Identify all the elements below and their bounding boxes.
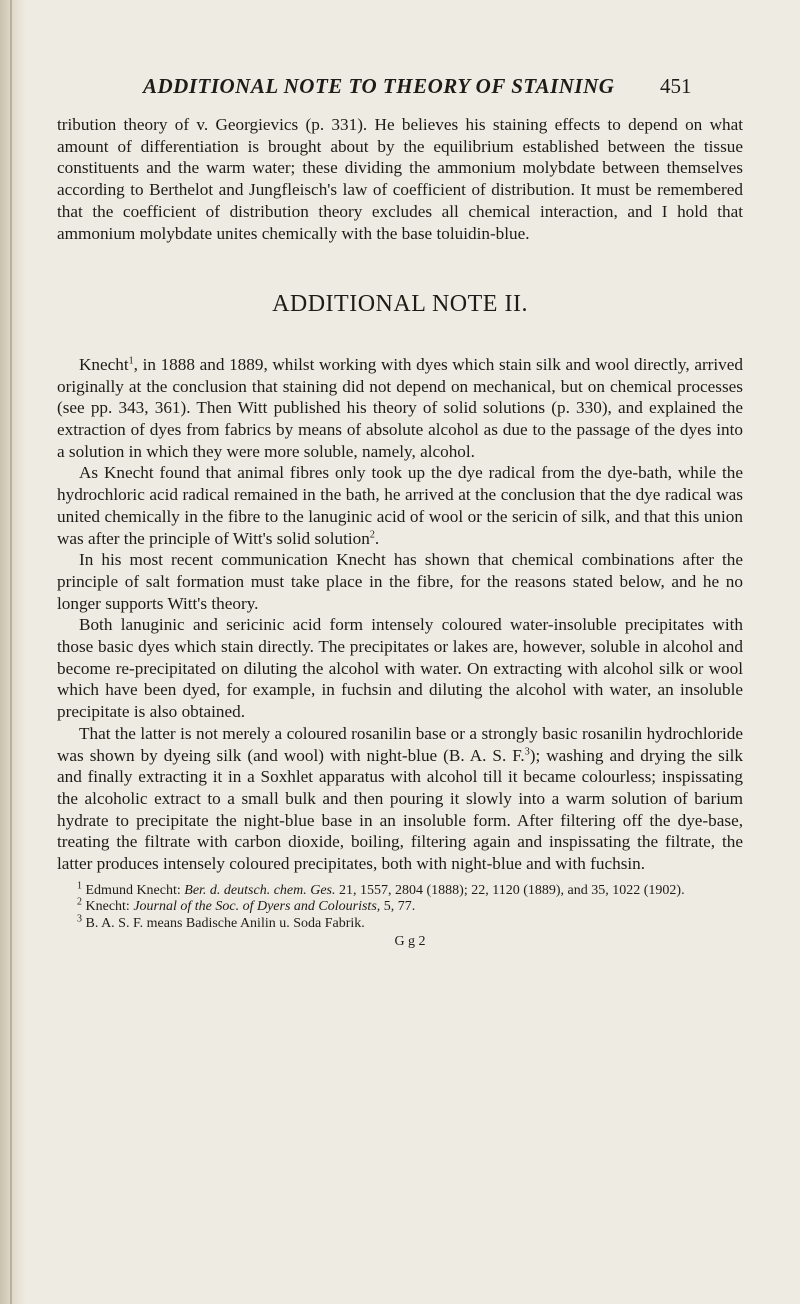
running-title: ADDITIONAL NOTE TO THEORY OF STAINING: [143, 74, 615, 98]
binding-edge: [10, 0, 12, 1304]
footnote-text: 5, 77.: [380, 899, 416, 915]
footnote-text: Edmund Knecht:: [85, 882, 185, 898]
paragraph: In his most recent communication Knecht has shown that chemical combinations after the principle of salt formation must take place in the fibre, for the reasons stated below, and he no longer supports Witt's theory.: [57, 550, 743, 613]
paragraph-text: ); washing and drying the silk and finally extracting it in a Soxhlet apparatus with alcohol till it became colourless; inspissating the alcoholic extract to a small bulk and then pouring it slowly into a warm solution of barium hydrate to precipitate the night-blue base in an insoluble form. After filtering off the dye-base, treating the filtrate with carbon dioxide, boiling, filtering again and inspissating the filtrate, the latter produces intensely coloured precipitates, both with night-blue and with fuchsin.: [57, 745, 743, 874]
footnote: [57, 913, 743, 933]
footnote: [57, 880, 743, 900]
footnote-text: B. A. S. F. means Badische Anilin u. Soda Fabrik.: [85, 915, 365, 931]
paragraph: [57, 354, 743, 463]
journal-title: Journal of the Soc. of Dyers and Colourists,: [133, 899, 381, 915]
footnote-text: Knecht:: [85, 899, 134, 915]
paragraph: [57, 462, 743, 549]
journal-title: Ber. d. deutsch. chem. Ges.: [184, 882, 336, 898]
paragraph-text: .: [374, 528, 380, 548]
footnote-ref: 1: [128, 355, 134, 367]
section-heading: ADDITIONAL NOTE II.: [272, 291, 528, 318]
footnote-ref: 3: [524, 745, 530, 757]
footnote-number: 2: [77, 896, 82, 908]
footnote-text: 21, 1557, 2804 (1888); 22, 1120 (1889), and 35, 1022 (1902).: [335, 882, 685, 898]
footnote-ref: 2: [369, 528, 375, 540]
paragraph: [57, 723, 743, 875]
paragraph-text: As Knecht found that animal fibres only took up the dye radical from the dye-bath, while the hydrochloric acid radical remained in the bath, he arrived at the conclusion that the dye radical was united chemically in the fibre to the lanuginic acid of wool or the sericin of silk, and that this union was after the principle of Witt's solid solution: [57, 463, 743, 548]
footnote-number: 1: [77, 880, 82, 892]
paragraph: Both lanuginic and sericinic acid form intensely coloured water-insoluble precipitates with those basic dyes which stain directly. The precipitates or lakes are, however, soluble in alcohol and become re-precipitated on diluting the alcohol with water. On extracting with alcohol silk or wool which have been dyed, for example, in fuchsin and diluting the alcohol with water, an insoluble precipitate is also obtained.: [57, 615, 743, 722]
page-gutter-shadow: [0, 0, 26, 1304]
footnotes: [57, 880, 743, 951]
footnote: [57, 896, 743, 916]
paragraph-text: , in 1888 and 1889, whilst working with dyes which stain silk and wool directly, arrived originally at the conclusion that staining did not depend on mechanical, but on chemical processes (see pp. 343, 361). Then Witt published his theory of solid solutions (p. 330), and explained the extraction of dyes from fabrics by means of absolute alcohol as due to the passage of the dyes into a solution in which they were more soluble, namely, alcohol.: [57, 354, 743, 461]
footnote-number: 3: [77, 913, 82, 925]
page-body: [57, 114, 743, 951]
page-number: 451: [660, 74, 692, 98]
paragraph-text: Knecht: [79, 354, 129, 374]
printer-signature: G g 2: [394, 934, 426, 950]
paragraph-continuation: tribution theory of v. Georgievics (p. 331). He believes his staining effects to depend on what amount of differentiation is brought about by the equilibrium established between the tissue constituents and the warm water; these dividing the ammonium molybdate between themselves according to Berthelot and Jungfleisch's law of coefficient of distribution. It must be remembered that the coefficient of distribution theory excludes all chemical interaction, and I hold that ammonium molybdate unites chemically with the base toluidin-blue.: [57, 115, 743, 243]
paragraph-text: That the latter is not merely a coloured rosanilin base or a strongly basic rosanilin hydrochloride was shown by dyeing silk (and wool) with night-blue (B. A. S. F.: [57, 723, 743, 765]
